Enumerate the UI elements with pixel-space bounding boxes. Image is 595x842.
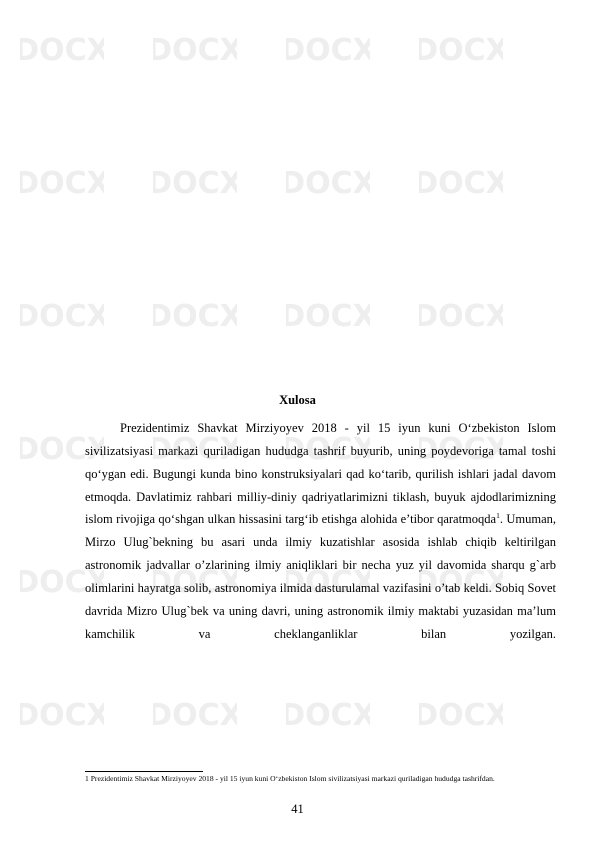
watermark-tile — [20, 148, 104, 208]
watermark-tile — [286, 148, 370, 208]
watermark-tile — [286, 281, 370, 341]
paragraph-text: Prezidentimiz Shavkat Mirziyoyev 2018 - yil 15 iyun kuni O‘zbekiston Islom sivilizatsiyasi markazi quriladigan hududga tashrif buyurib, uning poydevoriga tamal toshi qo‘ygan edi. Bugungi kunda bino konstruksiyalari qad ko‘tarib, qurilish ishlari jadal davom etmoqda. Davlatimiz rahbari milliy-diniy qadriyatlarimizni tiklash, buyuk ajdodlarimizning islom rivojiga qo‘shgan ulkan hissasini targ‘ib etishga alohida e’tibor qaratmoqda — [85, 421, 556, 527]
watermark-tile — [419, 148, 503, 208]
footnote-separator — [85, 771, 203, 772]
svg-text:DOCX: DOCX — [153, 565, 237, 600]
page-number: 41 — [291, 802, 304, 816]
watermark-tile — [20, 15, 104, 75]
watermark-tile — [286, 680, 370, 740]
watermark-tile — [419, 680, 503, 740]
svg-text:DOCX: DOCX — [286, 299, 370, 334]
svg-text:DOCX: DOCX — [286, 565, 370, 600]
paragraph — [85, 417, 556, 645]
svg-text:DOCX: DOCX — [153, 166, 237, 201]
page-title: Xulosa — [279, 393, 316, 407]
watermark-tile — [419, 15, 503, 75]
svg-text:DOCX: DOCX — [20, 299, 104, 334]
watermark-tile — [286, 15, 370, 75]
svg-text:DOCX: DOCX — [153, 698, 237, 733]
svg-text:DOCX: DOCX — [419, 565, 503, 600]
watermark-tile — [153, 148, 237, 208]
svg-text:DOCX: DOCX — [419, 698, 503, 733]
footnote-reference[interactable]: 1 — [496, 511, 500, 521]
svg-text:DOCX: DOCX — [20, 166, 104, 201]
watermark-tile — [20, 680, 104, 740]
svg-text:DOCX: DOCX — [419, 33, 503, 68]
svg-text:DOCX: DOCX — [286, 432, 370, 467]
svg-text:DOCX: DOCX — [153, 432, 237, 467]
svg-text:DOCX: DOCX — [20, 698, 104, 733]
svg-text:DOCX: DOCX — [419, 166, 503, 201]
svg-text:DOCX: DOCX — [419, 299, 503, 334]
body-text — [85, 417, 556, 645]
svg-text:DOCX: DOCX — [286, 33, 370, 68]
watermark-tile — [153, 15, 237, 75]
watermark-tile — [153, 680, 237, 740]
footnote: 1 Prezidentimiz Shavkat Mirziyoyev 2018 - yil 15 iyun kuni O‘zbekiston Islom sivilizatsiyasi markazi quriladigan hududga tashrifdan. — [85, 774, 495, 783]
svg-text:DOCX: DOCX — [20, 565, 104, 600]
svg-text:DOCX: DOCX — [286, 166, 370, 201]
svg-text:DOCX: DOCX — [20, 432, 104, 467]
svg-text:DOCX: DOCX — [153, 33, 237, 68]
svg-text:DOCX: DOCX — [153, 299, 237, 334]
svg-text:DOCX: DOCX — [20, 33, 104, 68]
svg-text:DOCX: DOCX — [419, 432, 503, 467]
paragraph-text-continued: . Umuman, Mirzo Ulug`bekning bu asari unda ilmiy kuzatishlar asosida ishlab chiqib keltirilgan astronomik jadvallar o’zlarining ilmiy aniqliklari bir necha yuz yil davomida sharqu g`arb olimlarini hayratga solib, astronomiya ilmida dasturulamal vazifasini o’tab keldi. Sobiq Sovet davrida Mizro Ulug`bek va uning davri, uning astronomik ilmiy maktabi yuzasidan ma’lum kamchilik va cheklanganliklar bilan yozilgan. — [85, 512, 556, 641]
watermark-tile — [153, 281, 237, 341]
svg-text:DOCX: DOCX — [286, 698, 370, 733]
watermark-tile — [419, 281, 503, 341]
watermark-tile — [20, 281, 104, 341]
